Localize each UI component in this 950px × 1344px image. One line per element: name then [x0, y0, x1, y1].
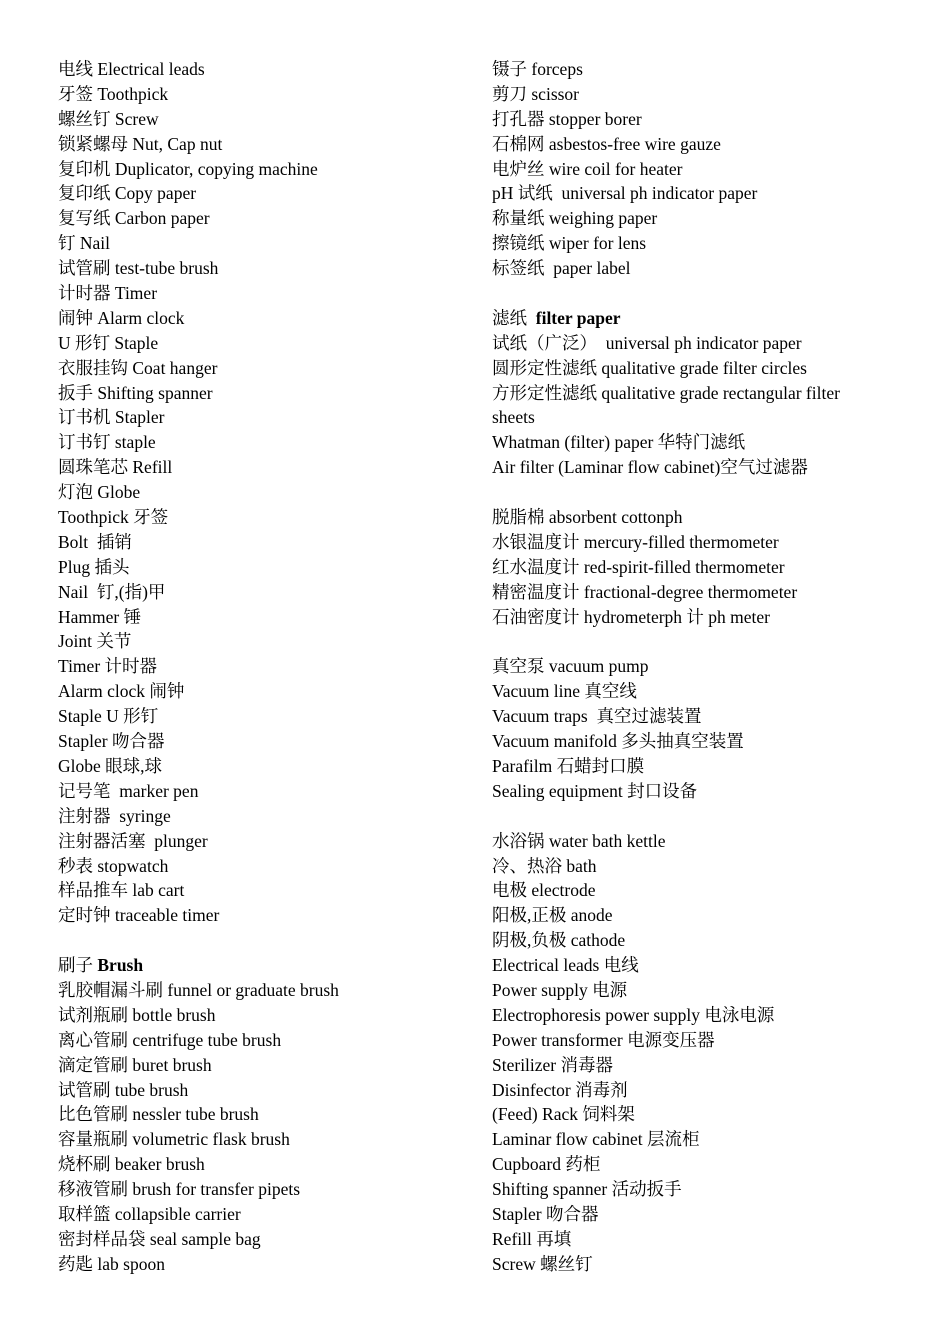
glossary-line — [58, 356, 458, 381]
glossary-text: Electrical leads 电线 — [492, 955, 639, 976]
glossary-text: 水银温度计 mercury-filled thermometer — [492, 531, 779, 552]
glossary-text: 容量瓶刷 volumetric flask brush — [58, 1129, 290, 1150]
glossary-text: Sterilizer 消毒器 — [492, 1054, 614, 1075]
glossary-text: 水浴锅 water bath kettle — [492, 830, 666, 851]
glossary-line — [492, 455, 912, 480]
glossary-text: 真空泵 vacuum pump — [492, 656, 649, 677]
glossary-line — [492, 505, 912, 530]
glossary-text: 闹钟 Alarm clock — [58, 307, 185, 328]
glossary-line — [492, 1152, 912, 1177]
glossary-text: (Feed) Rack 饲料架 — [492, 1104, 635, 1125]
glossary-line — [58, 157, 458, 182]
glossary-text: 方形定性滤纸 qualitative grade rectangular filter — [492, 382, 840, 403]
glossary-line — [492, 953, 912, 978]
glossary-line — [58, 331, 458, 356]
glossary-line — [58, 181, 458, 206]
glossary-line — [58, 430, 458, 455]
glossary-text: 钉 Nail — [58, 233, 111, 254]
glossary-line — [492, 157, 912, 182]
glossary-line — [58, 381, 458, 406]
glossary-text: 试纸（广泛） universal ph indicator paper — [492, 332, 802, 353]
glossary-text: 阳极,正极 anode — [492, 905, 613, 926]
glossary-line — [58, 903, 458, 928]
glossary-text: 复印机 Duplicator, copying machine — [58, 158, 318, 179]
glossary-text: 灯泡 Globe — [58, 482, 141, 503]
glossary-line — [58, 605, 458, 630]
glossary-text: Staple U 形钉 — [58, 706, 159, 727]
glossary-line — [492, 107, 912, 132]
glossary-text: 称量纸 weighing paper — [492, 208, 658, 229]
glossary-text: 锁紧螺母 Nut, Cap nut — [58, 133, 223, 154]
glossary-text: Stapler 吻合器 — [58, 731, 165, 752]
glossary-line — [492, 381, 912, 406]
glossary-text: 试管刷 tube brush — [58, 1079, 189, 1100]
glossary-line — [58, 1127, 458, 1152]
glossary-line — [58, 1053, 458, 1078]
glossary-line — [58, 878, 458, 903]
glossary-text: 复印纸 Copy paper — [58, 183, 197, 204]
glossary-line — [58, 206, 458, 231]
glossary-line — [492, 82, 912, 107]
glossary-line — [58, 1078, 458, 1103]
glossary-line — [492, 654, 912, 679]
glossary-line — [492, 530, 912, 555]
glossary-text: 衣服挂钩 Coat hanger — [58, 357, 218, 378]
glossary-text: 冷、热浴 bath — [492, 855, 597, 876]
glossary-text: Plug 插头 — [58, 556, 130, 577]
left-column — [58, 57, 458, 1277]
glossary-line — [492, 1028, 912, 1053]
glossary-line — [492, 331, 912, 356]
glossary-line — [58, 132, 458, 157]
glossary-line — [492, 1078, 912, 1103]
glossary-text: 注射器活塞 plunger — [58, 830, 208, 851]
glossary-line — [492, 978, 912, 1003]
glossary-text: Disinfector 消毒剂 — [492, 1079, 628, 1100]
glossary-text: 擦镜纸 wiper for lens — [492, 233, 647, 254]
glossary-line — [58, 1252, 458, 1277]
glossary-text: 红水温度计 red-spirit-filled thermometer — [492, 556, 785, 577]
glossary-line — [492, 854, 912, 879]
glossary-line — [58, 480, 458, 505]
glossary-text: Air filter (Laminar flow cabinet)空气过滤器 — [492, 457, 808, 478]
glossary-text: 离心管刷 centrifuge tube brush — [58, 1029, 282, 1050]
glossary-line — [492, 605, 912, 630]
glossary-text: Timer 计时器 — [58, 656, 158, 677]
glossary-text: 脱脂棉 absorbent cottonph — [492, 507, 683, 528]
glossary-line — [492, 356, 912, 381]
glossary-line — [58, 629, 458, 654]
glossary-text: 试剂瓶刷 bottle brush — [58, 1004, 216, 1025]
glossary-line — [58, 231, 458, 256]
glossary-line — [492, 57, 912, 82]
glossary-line — [58, 57, 458, 82]
glossary-text: 滤纸 — [492, 307, 536, 328]
glossary-text: Joint 关节 — [58, 631, 132, 652]
section-heading: Brush — [97, 955, 144, 976]
glossary-line — [58, 306, 458, 331]
glossary-text: 石棉网 asbestos-free wire gauze — [492, 133, 721, 154]
glossary-text: 电极 electrode — [492, 880, 596, 901]
glossary-line — [492, 1053, 912, 1078]
glossary-line — [58, 580, 458, 605]
glossary-text: 取样篮 collapsible carrier — [58, 1203, 241, 1224]
glossary-line — [58, 754, 458, 779]
glossary-line — [58, 82, 458, 107]
glossary-text: pH 试纸 universal ph indicator paper — [492, 183, 758, 204]
glossary-text: 密封样品袋 seal sample bag — [58, 1228, 261, 1249]
glossary-line — [492, 405, 912, 430]
glossary-text: 圆珠笔芯 Refill — [58, 457, 173, 478]
glossary-line — [492, 306, 912, 331]
glossary-line — [492, 1252, 912, 1277]
glossary-text: 牙签 Toothpick — [58, 83, 169, 104]
glossary-text: 打孔器 stopper borer — [492, 108, 642, 129]
glossary-line — [58, 1102, 458, 1127]
glossary-line — [492, 181, 912, 206]
glossary-line — [492, 1127, 912, 1152]
glossary-line — [58, 829, 458, 854]
glossary-text: 剪刀 scissor — [492, 83, 580, 104]
glossary-line — [492, 754, 912, 779]
glossary-text: Hammer 锤 — [58, 606, 142, 627]
blank-line — [492, 480, 912, 505]
glossary-text: 扳手 Shifting spanner — [58, 382, 213, 403]
glossary-line — [492, 555, 912, 580]
glossary-text: Electrophoresis power supply 电泳电源 — [492, 1004, 775, 1025]
glossary-line — [58, 505, 458, 530]
glossary-line — [58, 281, 458, 306]
glossary-line — [58, 1227, 458, 1252]
glossary-line — [58, 978, 458, 1003]
glossary-text: sheets — [492, 407, 535, 428]
glossary-text: Toothpick 牙签 — [58, 507, 169, 528]
glossary-line — [492, 878, 912, 903]
glossary-text: 订书机 Stapler — [58, 407, 165, 428]
glossary-text: 复写纸 Carbon paper — [58, 208, 210, 229]
glossary-text: Stapler 吻合器 — [492, 1203, 599, 1224]
glossary-line — [58, 729, 458, 754]
glossary-text: 定时钟 traceable timer — [58, 905, 220, 926]
glossary-line — [492, 1003, 912, 1028]
glossary-line — [58, 1177, 458, 1202]
glossary-text: 订书钉 staple — [58, 432, 156, 453]
glossary-line — [492, 1177, 912, 1202]
glossary-text: 滴定管刷 buret brush — [58, 1054, 212, 1075]
glossary-text: Vacuum manifold 多头抽真空装置 — [492, 731, 744, 752]
glossary-text: 烧杯刷 beaker brush — [58, 1154, 205, 1175]
glossary-text: Globe 眼球,球 — [58, 755, 163, 776]
glossary-text: Cupboard 药柜 — [492, 1154, 601, 1175]
glossary-line — [58, 854, 458, 879]
glossary-line — [58, 1152, 458, 1177]
glossary-text: 阴极,负极 cathode — [492, 930, 626, 951]
glossary-line — [492, 1102, 912, 1127]
glossary-text: 移液管刷 brush for transfer pipets — [58, 1179, 301, 1200]
glossary-text: Vacuum line 真空线 — [492, 681, 637, 702]
glossary-text: 计时器 Timer — [58, 283, 158, 304]
glossary-text: Bolt 插销 — [58, 531, 132, 552]
glossary-line — [58, 1202, 458, 1227]
glossary-line — [492, 206, 912, 231]
glossary-text: Shifting spanner 活动扳手 — [492, 1179, 682, 1200]
glossary-line — [58, 804, 458, 829]
right-column — [492, 57, 912, 1277]
glossary-text: 石油密度计 hydrometerph 计 ph meter — [492, 606, 771, 627]
glossary-line — [58, 953, 458, 978]
glossary-line — [492, 928, 912, 953]
glossary-text: 电炉丝 wire coil for heater — [492, 158, 683, 179]
glossary-text: 标签纸 paper label — [492, 258, 631, 279]
glossary-line — [492, 1202, 912, 1227]
glossary-line — [58, 679, 458, 704]
glossary-text: 电线 Electrical leads — [58, 59, 205, 79]
glossary-line — [58, 704, 458, 729]
glossary-text: 试管刷 test-tube brush — [58, 258, 219, 279]
glossary-text: Whatman (filter) paper 华特门滤纸 — [492, 432, 746, 453]
glossary-line — [58, 654, 458, 679]
glossary-text: Nail 钉,(指)甲 — [58, 581, 166, 602]
glossary-line — [492, 231, 912, 256]
glossary-line — [58, 530, 458, 555]
glossary-text: 药匙 lab spoon — [58, 1253, 165, 1274]
glossary-text: 秒表 stopwatch — [58, 855, 169, 876]
glossary-text: 样品推车 lab cart — [58, 880, 185, 901]
glossary-line — [492, 779, 912, 804]
glossary-line — [58, 455, 458, 480]
section-heading: filter paper — [535, 307, 621, 328]
glossary-line — [58, 1028, 458, 1053]
blank-line — [492, 281, 912, 306]
glossary-text: U 形钉 Staple — [58, 332, 159, 353]
glossary-text: Alarm clock 闹钟 — [58, 681, 185, 702]
glossary-line — [58, 107, 458, 132]
glossary-text: 记号笔 marker pen — [58, 780, 199, 801]
glossary-text: 螺丝钉 Screw — [58, 108, 159, 129]
glossary-text: Refill 再填 — [492, 1228, 572, 1249]
glossary-line — [492, 903, 912, 928]
glossary-line — [492, 729, 912, 754]
glossary-text: Laminar flow cabinet 层流柜 — [492, 1129, 700, 1150]
glossary-text: Power supply 电源 — [492, 979, 628, 1000]
glossary-line — [492, 430, 912, 455]
glossary-text: Power transformer 电源变压器 — [492, 1029, 715, 1050]
glossary-text: 圆形定性滤纸 qualitative grade filter circles — [492, 357, 807, 378]
glossary-text: 比色管刷 nessler tube brush — [58, 1104, 259, 1125]
glossary-text: 注射器 syringe — [58, 805, 171, 826]
glossary-line — [492, 829, 912, 854]
glossary-text: 刷子 — [58, 955, 98, 976]
glossary-text: 乳胶帽漏斗刷 funnel or graduate brush — [58, 979, 339, 1000]
glossary-text: 镊子 forceps — [492, 59, 583, 79]
glossary-text: Vacuum traps 真空过滤装置 — [492, 706, 702, 727]
glossary-line — [58, 555, 458, 580]
glossary-line — [492, 679, 912, 704]
blank-line — [492, 804, 912, 829]
glossary-line — [492, 132, 912, 157]
blank-line — [58, 928, 458, 953]
glossary-text: Sealing equipment 封口设备 — [492, 780, 698, 801]
glossary-text: 精密温度计 fractional-degree thermometer — [492, 581, 798, 602]
glossary-line — [58, 1003, 458, 1028]
glossary-text: Parafilm 石蜡封口膜 — [492, 755, 645, 776]
glossary-line — [492, 580, 912, 605]
glossary-text: Screw 螺丝钉 — [492, 1253, 593, 1274]
glossary-line — [492, 1227, 912, 1252]
glossary-line — [58, 779, 458, 804]
glossary-line — [492, 704, 912, 729]
glossary-line — [58, 256, 458, 281]
blank-line — [492, 629, 912, 654]
glossary-line — [58, 405, 458, 430]
glossary-line — [492, 256, 912, 281]
